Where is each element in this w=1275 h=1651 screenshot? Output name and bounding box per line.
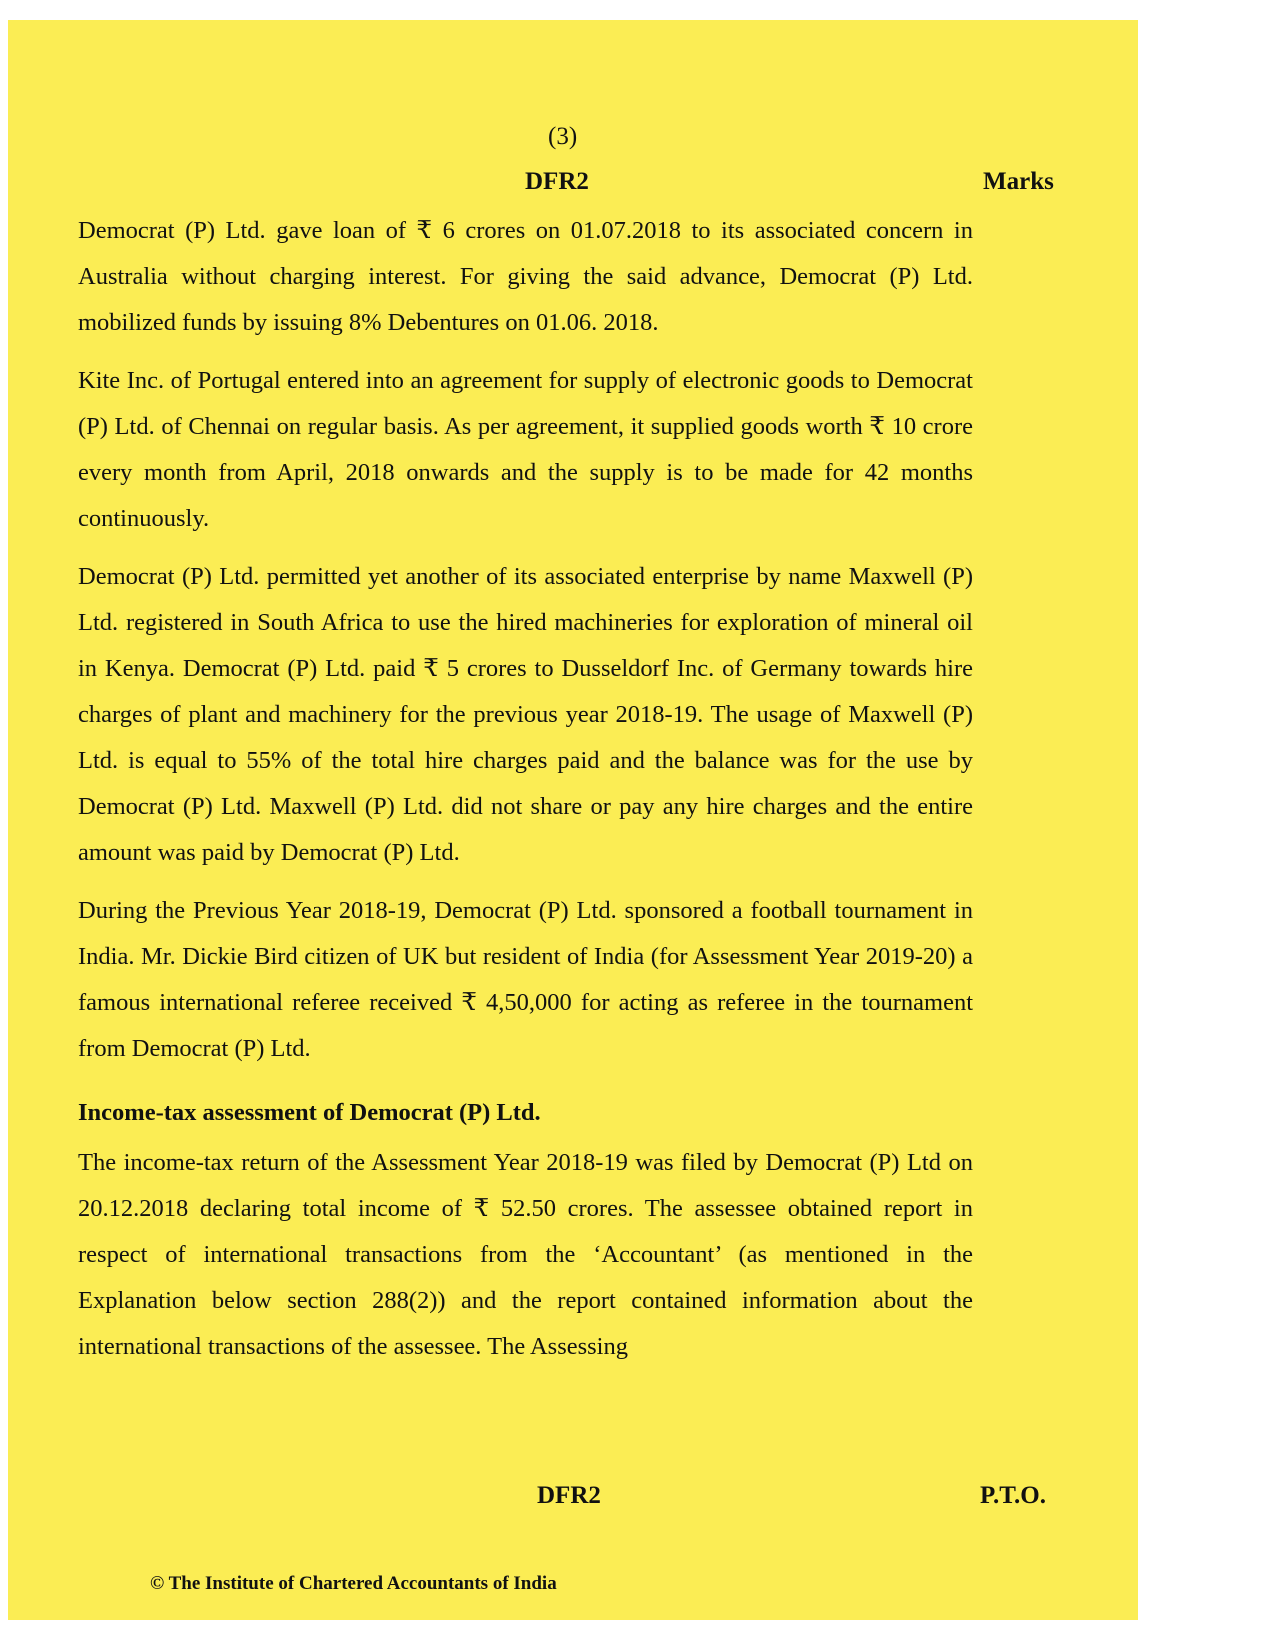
pto-label: P.T.O. bbox=[980, 1482, 1046, 1509]
paragraph-kite-supply: Kite Inc. of Portugal entered into an agreement for supply of electronic goods to Democrat (P) Ltd. of Chennai on regular basis. As per agreement, it supplied goods worth ₹ 10 crore every month from April, 2018 onwards and the supply is to be made for 42 months continuously. bbox=[78, 367, 973, 532]
copyright-notice: © The Institute of Chartered Accountants of India bbox=[150, 1573, 557, 1594]
marks-column-label: Marks bbox=[983, 168, 1054, 195]
paragraph-assessment: The income-tax return of the Assessment Year 2018-19 was filed by Democrat (P) Ltd on 20.12.2018 declaring total income of ₹ 52.50 crores. The assessee obtained report in respect of international transactions from the ‘Accountant’ (as mentioned in the Explanation below section 288(2)) and the report contained information about the international transactions of the assessee. The Assessing bbox=[78, 1149, 973, 1360]
question-body bbox=[78, 208, 973, 1382]
section-heading: Income-tax assessment of Democrat (P) Ltd. bbox=[78, 1099, 541, 1126]
paragraph-maxwell-hire: Democrat (P) Ltd. permitted yet another of its associated enterprise by name Maxwell (P) Ltd. registered in South Africa to use the hired machineries for exploration of mineral oil in Kenya. Democrat (P) Ltd. paid ₹ 5 crores to Dusseldorf Inc. of Germany towards hire charges of plant and machinery for the previous year 2018-19. The usage of Maxwell (P) Ltd. is equal to 55% of the total hire charges paid and the balance was for the use by Democrat (P) Ltd. Maxwell (P) Ltd. did not share or pay any hire charges and the entire amount was paid by Democrat (P) Ltd. bbox=[78, 563, 973, 866]
paper-code-header: DFR2 bbox=[525, 168, 589, 195]
paragraph-loan: Democrat (P) Ltd. gave loan of ₹ 6 crores on 01.07.2018 to its associated concern in Australia without charging interest. For giving the said advance, Democrat (P) Ltd. mobilized funds by issuing 8% Debentures on 01.06. 2018. bbox=[78, 217, 973, 336]
page-number: (3) bbox=[548, 123, 578, 150]
paper-code-footer: DFR2 bbox=[537, 1482, 601, 1509]
paragraph-referee: During the Previous Year 2018-19, Democrat (P) Ltd. sponsored a football tournament in India. Mr. Dickie Bird citizen of UK but resident of India (for Assessment Year 2019-20) a famous international referee received ₹ 4,50,000 for acting as referee in the tournament from Democrat (P) Ltd. bbox=[78, 897, 973, 1062]
